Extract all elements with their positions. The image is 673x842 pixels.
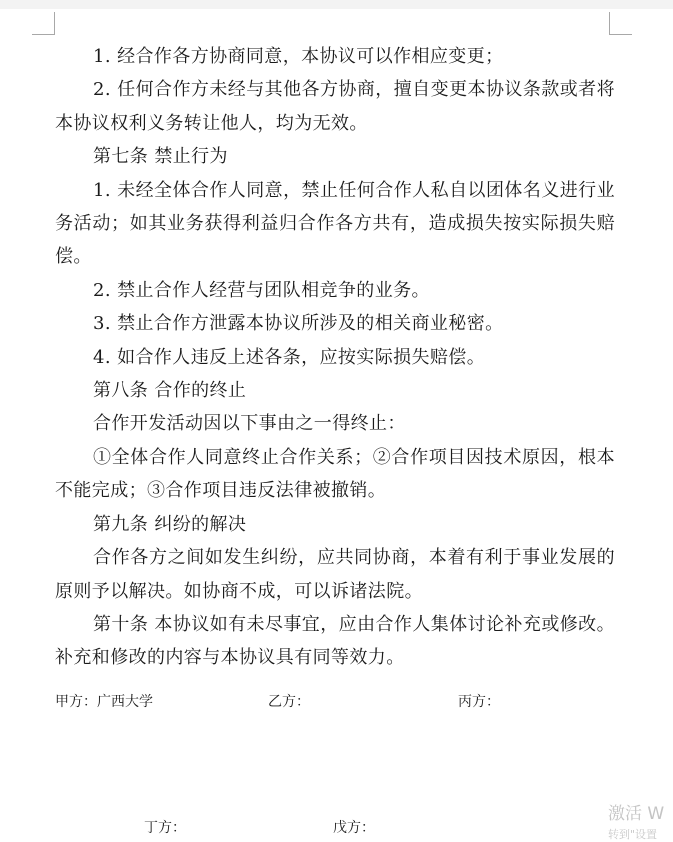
clause-paragraph: 1. 经合作各方协商同意，本协议可以作相应变更；: [93, 46, 504, 67]
clause-paragraph: 4. 如合作人违反上述各条，应按实际损失赔偿。: [93, 346, 486, 368]
clause-paragraph: 3. 禁止合作方泄露本协议所涉及的相关商业秘密。: [93, 313, 504, 335]
activation-watermark-subtext: 转到"设置: [608, 828, 658, 841]
ruler-bar: [0, 0, 673, 9]
clause-paragraph: 1. 未经全体合作人同意，禁止任何合作人私自以团体名义进行业务活动；如其业务获得利益归合作各方共有，造成损失按实际损失赔偿。: [55, 179, 615, 268]
clause-paragraph: 2. 禁止合作人经营与团队相竞争的业务。: [93, 279, 430, 301]
clause-paragraph: 第十条 本协议如有未尽事宜，应由合作人集体讨论补充或修改。补充和修改的内容与本协议具有同等效力。: [55, 613, 615, 669]
clause-paragraph: ①全体合作人同意终止合作关系；②合作项目因技术原因，根本不能完成；③合作项目违反法律被撤销。: [55, 446, 615, 502]
article-heading: 第九条 纠纷的解决: [93, 513, 247, 535]
clause-paragraph: 合作开发活动因以下事由之一得终止：: [93, 413, 406, 435]
article-heading: 第七条 禁止行为: [93, 146, 228, 168]
article-heading: 第八条 合作的终止: [93, 380, 247, 402]
clause-paragraph: 合作各方之间如发生纠纷，应共同协商，本着有利于事业发展的原则予以解决。如协商不成，可以诉诸法院。: [55, 547, 615, 602]
margin-corner-mark-top-right: [609, 12, 632, 35]
document-body: [55, 40, 615, 675]
activation-watermark: 激活 W: [608, 804, 665, 824]
signature-party-e: 戊方：: [333, 820, 375, 836]
clause-paragraph: 2. 任何合作方未经与其他各方协商，擅自变更本协议条款或者将本协议权利义务转让他人，均为无效。: [55, 79, 615, 134]
signature-party-c: 丙方：: [458, 694, 500, 710]
signature-party-b: 乙方：: [268, 694, 310, 710]
margin-corner-mark-top-left: [32, 12, 55, 35]
signature-party-d: 丁方：: [144, 820, 186, 836]
signature-party-a: 甲方：广西大学: [55, 694, 153, 710]
